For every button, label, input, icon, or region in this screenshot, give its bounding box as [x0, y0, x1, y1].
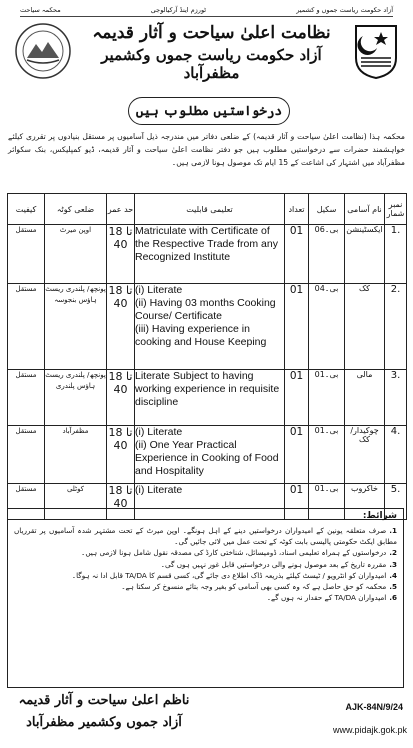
qualification-line: (i) Literate	[135, 484, 183, 496]
top-strip	[20, 4, 393, 17]
cell-scale: بی۔04	[309, 284, 345, 370]
term-text: امیدواران TA/DA کے حقدار نہ ہوں گے۔	[266, 593, 387, 603]
applications-wanted-banner: درخواستیں مطلوب ہیں	[128, 97, 290, 125]
term-number: 2.	[389, 548, 397, 558]
cell-nature: مستقل	[8, 284, 45, 370]
cell-nature: مستقل	[8, 225, 45, 284]
header-post: نام آسامی	[345, 194, 385, 225]
cell-serial: 1.	[385, 225, 407, 284]
cell-quantity: 01	[285, 484, 309, 520]
list-item	[14, 581, 397, 592]
term-text: مقررہ تاریخ کے بعد موصول ہونے والی درخواستیں قابل غور نہیں ہوں گی۔	[160, 559, 387, 569]
term-text: صرف متعلقہ یونین کے امیدواران درخواستیں دینے کے اہل ہونگے۔ اوپن میرٹ کے تحت مشتہر شدہ آسامیوں پر تقرریاں مطابق ایکٹ حکومتی پالیسی بابت کوٹہ کے تحت عمل میں لائی جائیں گی۔	[14, 526, 397, 547]
cell-scale: بی۔06	[309, 225, 345, 284]
cell-serial: 2.	[385, 284, 407, 370]
cell-age: 18 تا 40	[107, 484, 135, 520]
cell-age: 18 تا 40	[107, 370, 135, 426]
qualification-line: (i) Literate	[135, 426, 183, 438]
cell-post: چوکیدار/ کک	[345, 426, 385, 484]
header-nature: کیفیت	[8, 194, 45, 225]
list-item	[14, 547, 397, 558]
cell-serial: 4.	[385, 426, 407, 484]
cell-qualification	[135, 284, 285, 370]
qualification-line: (i) Literate	[135, 284, 183, 296]
top-strip-item: آزاد حکومت ریاست جموں و کشمیر	[296, 6, 393, 14]
cell-age: 18 تا 40	[107, 426, 135, 484]
organization-title: نظامت اعلیٰ سیاحت و آثار قدیمہ	[92, 23, 331, 43]
qualification-line: (iii) Having experience in cooking and House Keeping	[135, 323, 267, 348]
cell-scale: بی۔01	[309, 370, 345, 426]
cell-post: مالی	[345, 370, 385, 426]
term-number: 1.	[389, 526, 397, 535]
table-header-row	[8, 194, 407, 225]
header-quantity: تعداد	[285, 194, 309, 225]
top-strip-item: محکمہ سیاحت	[20, 6, 61, 14]
list-item	[14, 592, 397, 603]
term-text: امیدواران کو انٹرویو / ٹیسٹ کیلئے بذریعہ ڈاک اطلاع دی جائے گی، کسی قسم کا TA/DA قابل ادا نہ ہوگا۔	[71, 570, 387, 580]
header-qualification: تعلیمی قابلیت	[135, 194, 285, 225]
header-serial: نمبر شمار	[385, 194, 407, 225]
cell-quantity: 01	[285, 370, 309, 426]
term-text: محکمہ کو حق حاصل ہے کہ وہ کسی بھی آسامی کو بغیر وجہ بتائے منسوخ کر سکتا ہے۔	[121, 582, 387, 592]
table-row	[8, 284, 407, 370]
list-item	[14, 525, 397, 547]
cell-quantity: 01	[285, 225, 309, 284]
table-row	[8, 426, 407, 484]
tourism-logo-icon	[14, 22, 72, 80]
cell-quantity: 01	[285, 426, 309, 484]
table-row	[8, 370, 407, 426]
cell-location: پونچھ/ پلندری ریسٹ ہاؤس بنجوسہ	[45, 284, 107, 370]
cell-scale: بی۔01	[309, 426, 345, 484]
signatory-title: ناظم اعلیٰ سیاحت و آثار قدیمہ	[18, 693, 190, 708]
list-item	[14, 559, 397, 570]
qualification-line: (ii) One Year Practical Experience in Cooking of Food and Hospitality	[135, 439, 279, 477]
terms-title: شرائط:	[362, 511, 397, 521]
term-number: 3.	[389, 559, 397, 569]
cell-serial: 5.	[385, 484, 407, 520]
cell-qualification	[135, 370, 285, 426]
cell-post: ایکسٹینشن	[345, 225, 385, 284]
cell-post: کک	[345, 284, 385, 370]
cell-nature: مستقل	[8, 426, 45, 484]
term-number: 6.	[389, 593, 397, 603]
qualification-line: (ii) Having 03 months Cooking Course/ Certificate	[135, 297, 276, 322]
cell-nature: مستقل	[8, 370, 45, 426]
term-number: 5.	[389, 582, 397, 592]
term-text: درخواستوں کے ہمراہ تعلیمی اسناد، ڈومیسائل، شناختی کارڈ کی مصدقہ نقول شامل ہونا لازمی ہیں۔	[81, 548, 387, 558]
table-row	[8, 225, 407, 284]
cell-qualification	[135, 426, 285, 484]
term-number: 4.	[389, 570, 397, 580]
qualification-line: Literate Subject to having working experience in requisite discipline	[135, 370, 280, 408]
organization-subtitle: آزاد حکومت ریاست جموں وکشمیر مظفرآباد	[101, 46, 322, 82]
signatory-office: آزاد جموں وکشمیر مظفرآباد	[26, 715, 182, 730]
intro-paragraph: محکمہ ہذا (نظامت اعلیٰ سیاحت و آثار قدیمہ) کے ضلعی دفاتر میں مندرجہ ذیل آسامیوں پر مستقل بنیادوں پر تقرری کیلئے خواہشمند حضرات سے درخواستیں مطلوب ہیں جو دفتر نظامت اعلیٰ سیاحت و آثار قدیمہ، ڈیو کمپلیکس، بنک سکوائر مظفرآباد میں اشتہار کی اشاعت کے 15 ایام تک موصول ہونا لازمی ہیں۔	[8, 132, 405, 167]
header-age: حد عمر	[107, 194, 135, 225]
cell-location: اوپن میرٹ	[45, 225, 107, 284]
cell-location: مظفرآباد	[45, 426, 107, 484]
top-strip-item: ٹورزم اینڈ آرکیالوجی	[150, 6, 207, 14]
cell-serial: 3.	[385, 370, 407, 426]
cell-scale: بی۔01	[309, 484, 345, 520]
list-item	[14, 570, 397, 581]
cell-age: 18 تا 40	[107, 225, 135, 284]
header-location: ضلعی کوٹہ	[45, 194, 107, 225]
terms-box	[7, 508, 404, 688]
qualification-line: Matriculate with Certificate of the Respective Trade from any Recognized Institute	[135, 225, 278, 263]
website-link[interactable]: www.pidajk.gok.pk	[332, 725, 407, 735]
header-scale: سکیل	[309, 194, 345, 225]
reference-number: AJK-84N/9/24	[345, 702, 403, 712]
cell-location: کوٹلی	[45, 484, 107, 520]
cell-age: 18 تا 40	[107, 284, 135, 370]
government-emblem-icon	[351, 22, 401, 80]
cell-post: خاکروب	[345, 484, 385, 520]
cell-quantity: 01	[285, 284, 309, 370]
cell-nature: مستقل	[8, 484, 45, 520]
cell-qualification	[135, 225, 285, 284]
vacancies-table	[7, 193, 407, 520]
cell-location: پونچھ/ پلندری ریسٹ ہاؤس پلندری	[45, 370, 107, 426]
terms-list	[14, 525, 397, 603]
